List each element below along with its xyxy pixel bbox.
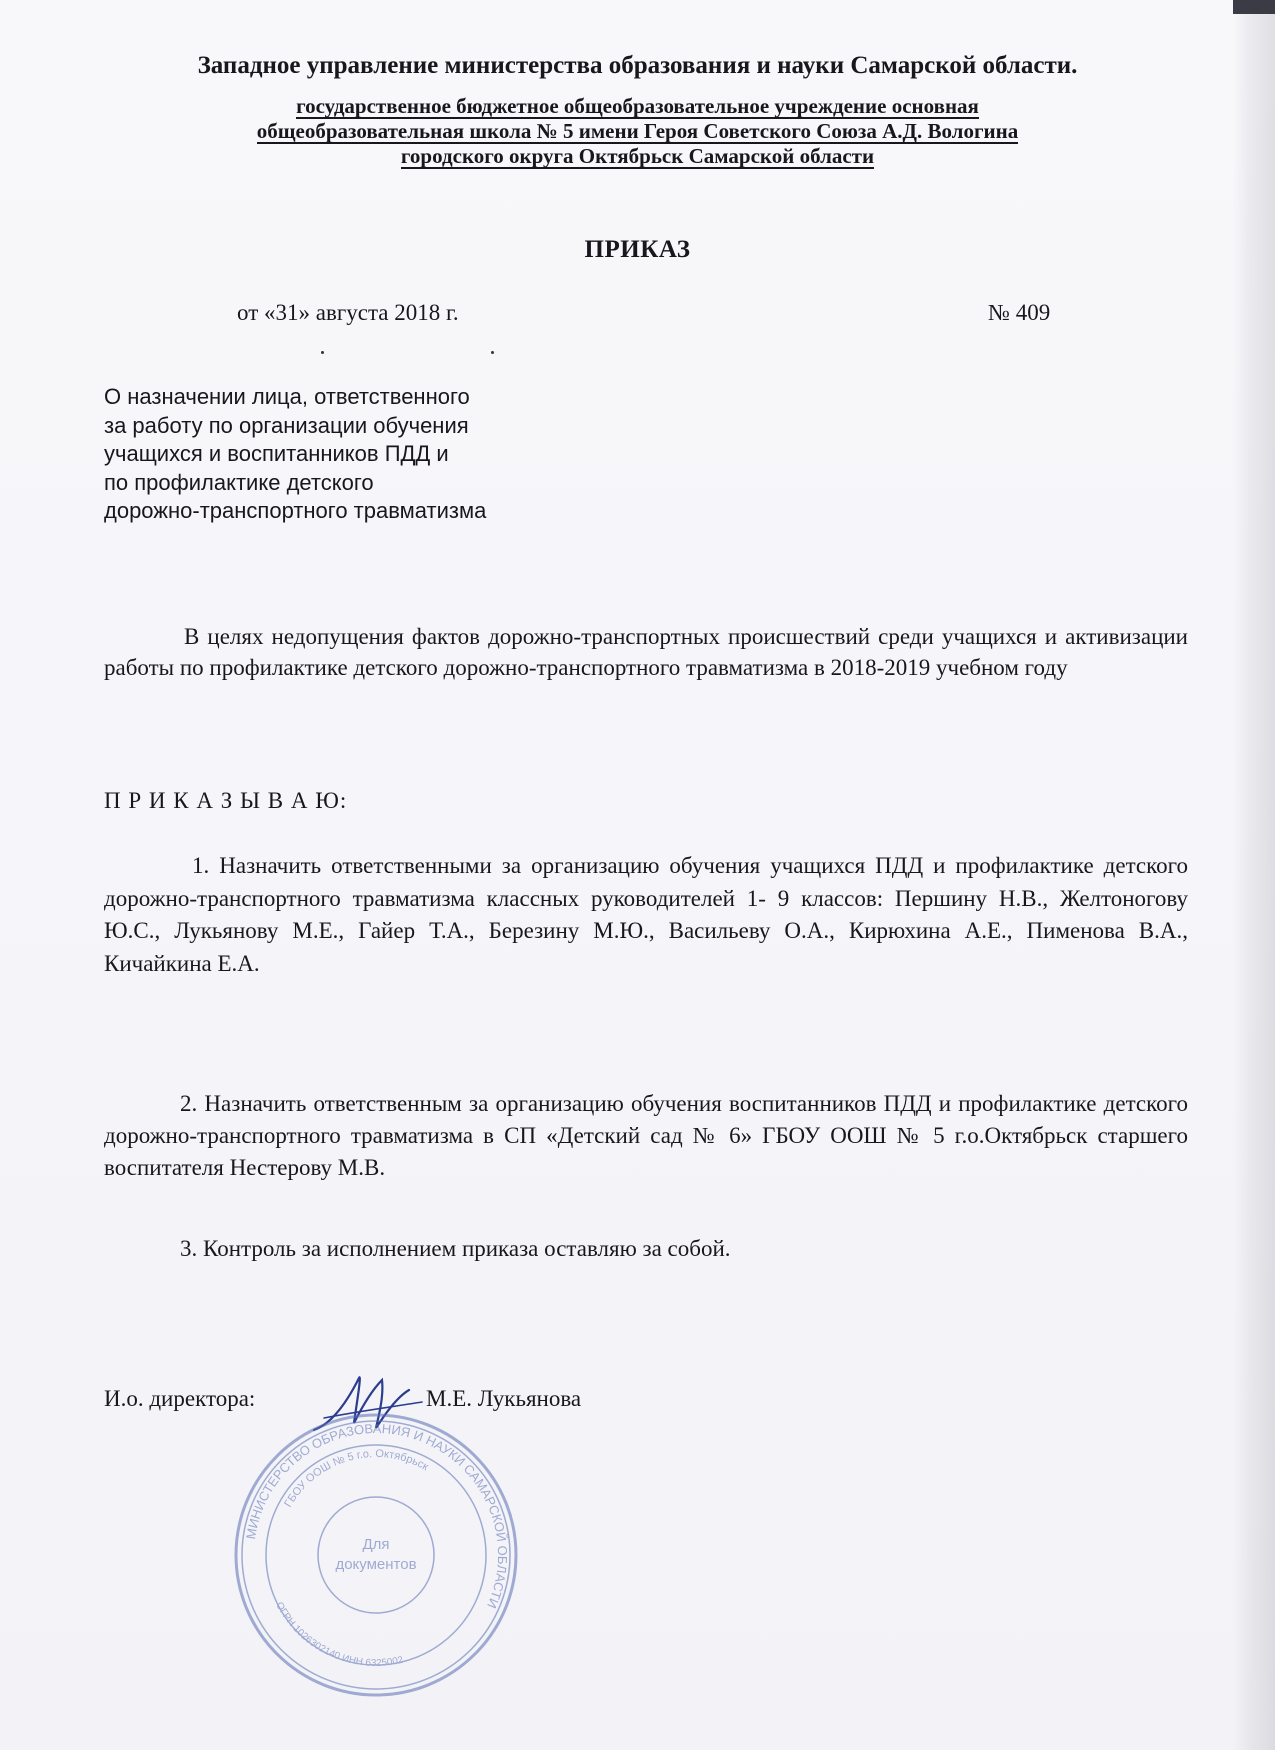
stamp-outer-text: МИНИСТЕРСТВО ОБРАЗОВАНИЯ И НАУКИ САМАРСКОЙ ОБЛАСТИ — [243, 1420, 511, 1611]
school-header — [100, 94, 1175, 169]
school-header-line: общеобразовательная школа № 5 имени Героя Советского Союза А.Д. Вологина — [256, 119, 1019, 143]
order-item-3: 3. Контроль за исполнением приказа оставляю за собой. — [180, 1236, 731, 1261]
school-header-line: городского округа Октябрьск Самарской области — [400, 144, 875, 168]
subject-line: О назначении лица, ответственного — [104, 384, 470, 409]
stamp-bottom-text: ОГРН 1026302140 ИНН 6325002 — [273, 1600, 405, 1669]
subject-line: по профилактике детского — [104, 469, 374, 495]
order-directive-heading: П Р И К А З Ы В А Ю: — [104, 788, 348, 813]
signatory-name: М.Е. Лукьянова — [426, 1386, 582, 1411]
stamp-center-line2: документов — [335, 1556, 417, 1573]
order-item-1: 1. Назначить ответственными за организацию обучения учащихся ПДД и профилактике детского дорожно-транспортного травматизма классных руководителей 1- 9 классов: Першину Н.В., Желтоногову Ю.С., Лукьянову М.Е., Гайер Т.А., Березину М.Ю., Васильеву О.А., Кирюхина А.Е., Пименова В.А., Кичайкина Е.А. — [104, 853, 1188, 976]
order-item-2: 2. Назначить ответственным за организацию обучения воспитанников ПДД и профилактике детского дорожно-транспортного травматизма в СП «Детский сад № 6» ГБОУ ООШ № 5 г.о.Октябрьск старшего воспитателя Нестерову М.В. — [104, 1091, 1188, 1180]
stamp-center-line1: Для — [362, 1536, 390, 1553]
document-title: ПРИКАЗ — [584, 236, 691, 263]
signature-label: И.о. директора: — [104, 1386, 256, 1411]
order-subject — [104, 383, 604, 526]
order-number: № 409 — [988, 300, 1051, 325]
stamp-inner-text: ГБОУ ООШ № 5 г.о. Октябрьск — [282, 1447, 431, 1510]
school-header-line: государственное бюджетное общеобразовательное учреждение основная — [296, 94, 979, 118]
official-stamp — [226, 1405, 526, 1705]
preamble-paragraph: В целях недопущения фактов дорожно-транспортных происшествий среди учащихся и активизации работы по профилактике детского дорожно-транспортного травматизма в 2018-2019 учебном году — [104, 624, 1188, 680]
subject-line: учащихся и воспитанников ПДД и — [104, 441, 449, 466]
scan-speck — [491, 351, 494, 354]
order-date: от «31» августа 2018 г. — [237, 300, 459, 325]
subject-line: дорожно-транспортного травматизма — [104, 498, 487, 523]
ministry-header: Западное управление министерства образования и науки Самарской области. — [197, 52, 1078, 79]
scan-edge-corner — [1233, 0, 1275, 14]
scan-speck — [321, 351, 324, 354]
subject-line: за работу по организации обучения — [104, 412, 469, 438]
